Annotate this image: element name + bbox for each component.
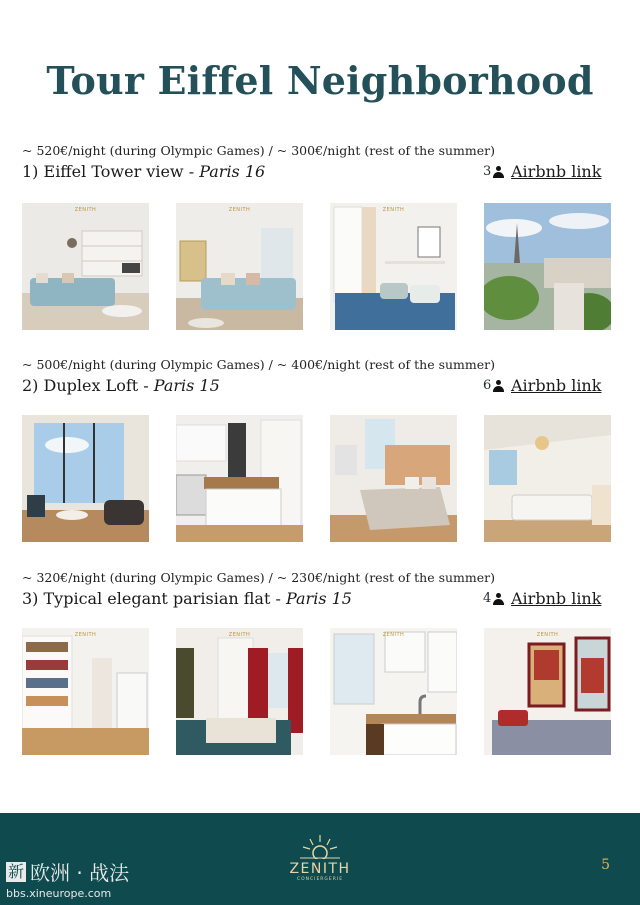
guest-capacity: 4 [483, 591, 504, 606]
guest-capacity: 3 [483, 164, 504, 179]
listing-price: ~ 500€/night (during Olympic Games) / ~ 400€/night (rest of the summer) [22, 357, 495, 372]
logo-wordmark: ZENITH [289, 861, 351, 877]
zenith-logo [282, 833, 358, 882]
photo-loft-bedroom[interactable] [330, 415, 457, 542]
footer [0, 813, 640, 905]
listing-1 [22, 143, 612, 213]
watermark-badge: 新 [8, 861, 25, 881]
listing-3 [22, 570, 612, 638]
watermark-text: 欧洲 · 战法 [30, 861, 130, 885]
airbnb-link[interactable]: Airbnb link [511, 589, 602, 608]
listing-2 [22, 357, 612, 398]
listing-city: Paris 15 [153, 376, 220, 395]
photo-watermark: ZENITH [74, 207, 97, 213]
person-icon [493, 166, 504, 178]
person-icon [493, 593, 504, 605]
photo-living-room-balcony[interactable] [22, 415, 149, 542]
guest-capacity: 6 [483, 378, 504, 393]
person-icon [493, 380, 504, 392]
listing-name: 2) Duplex Loft - Paris 15 [22, 376, 220, 395]
photo-watermark: ZENITH [382, 207, 405, 213]
watermark-url: bbs.xineurope.com [6, 887, 112, 900]
airbnb-link[interactable]: Airbnb link [511, 376, 602, 395]
photo-living-room[interactable] [22, 203, 149, 330]
logo-subtitle: CONCIERGERIE [296, 877, 344, 882]
page-number: 5 [601, 857, 610, 873]
photo-eiffel-tower-view[interactable] [484, 203, 611, 330]
forum-watermark [6, 857, 129, 900]
photo-bedroom-2[interactable] [484, 415, 611, 542]
photo-kitchenette[interactable] [330, 628, 457, 755]
listing-name: 3) Typical elegant parisian flat - Paris 15 [22, 589, 352, 608]
listing-price: ~ 520€/night (during Olympic Games) / ~ 300€/night (rest of the summer) [22, 143, 495, 158]
photo-bookshelf-hall[interactable] [22, 628, 149, 755]
photo-kitchen[interactable] [176, 415, 303, 542]
photo-watermark: ZENITH [536, 632, 559, 638]
photo-bedroom-red-curtains[interactable] [176, 628, 303, 755]
photo-watermark: ZENITH [382, 632, 405, 638]
photo-watermark: ZENITH [228, 632, 251, 638]
photo-bedroom[interactable] [330, 203, 457, 330]
listing-city: Paris 16 [199, 162, 266, 181]
listing-city: Paris 15 [285, 589, 352, 608]
photo-watermark: ZENITH [228, 207, 251, 213]
airbnb-link[interactable]: Airbnb link [511, 162, 602, 181]
page-title: Tour Eiffel Neighborhood [46, 58, 594, 103]
listing-price: ~ 320€/night (during Olympic Games) / ~ 230€/night (rest of the summer) [22, 570, 495, 585]
sun-icon [300, 833, 340, 859]
photo-bedroom-posters[interactable] [484, 628, 611, 755]
photo-watermark: ZENITH [74, 632, 97, 638]
photo-living-room-sofa[interactable] [176, 203, 303, 330]
listing-name: 1) Eiffel Tower view - Paris 16 [22, 162, 266, 181]
